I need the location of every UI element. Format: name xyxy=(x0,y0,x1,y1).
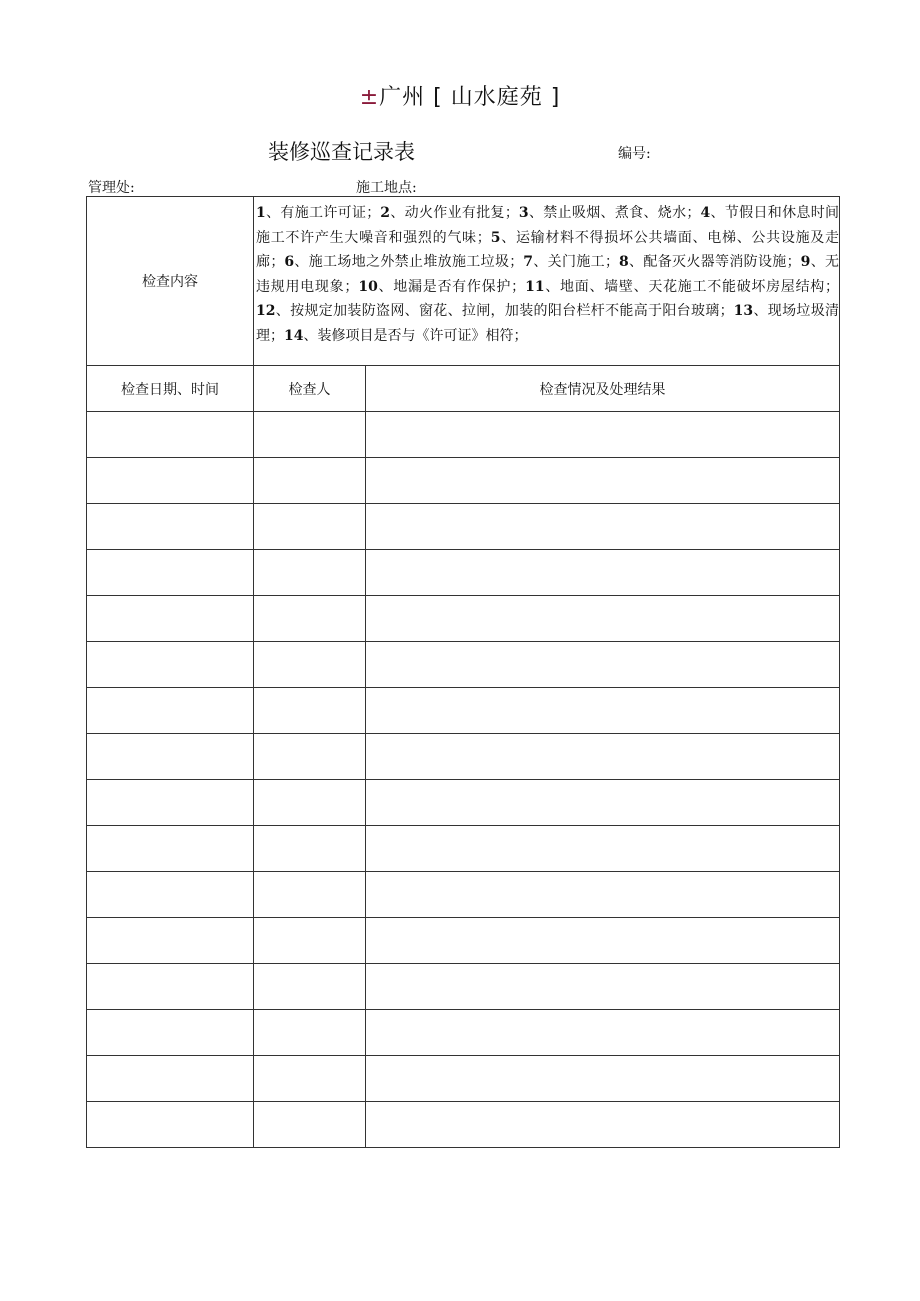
record-result-cell[interactable] xyxy=(366,458,840,504)
record-inspector-cell[interactable] xyxy=(254,1056,366,1102)
record-date-cell[interactable] xyxy=(87,1102,254,1148)
inspection-item-text: 、无违规用电现象； xyxy=(256,254,840,295)
record-result-cell[interactable] xyxy=(366,826,840,872)
record-row xyxy=(87,734,840,780)
record-inspector-cell[interactable] xyxy=(254,642,366,688)
record-date-cell[interactable] xyxy=(87,1056,254,1102)
record-result-cell[interactable] xyxy=(366,412,840,458)
record-inspector-cell[interactable] xyxy=(254,412,366,458)
inspection-item-text: 、运输材料不得损坏公共墙面、电梯、公共设施及走廊； xyxy=(256,229,840,270)
inspection-item-number: 7 xyxy=(523,254,534,270)
column-header-date-time: 检查日期、时间 xyxy=(87,366,254,412)
document-header xyxy=(0,80,920,111)
inspection-item-number: 2 xyxy=(380,205,391,221)
record-date-cell[interactable] xyxy=(87,826,254,872)
record-row xyxy=(87,964,840,1010)
record-date-cell[interactable] xyxy=(87,642,254,688)
record-result-cell[interactable] xyxy=(366,964,840,1010)
record-row xyxy=(87,642,840,688)
record-inspector-cell[interactable] xyxy=(254,964,366,1010)
inspection-item-number: 10 xyxy=(358,278,378,295)
record-date-cell[interactable] xyxy=(87,1010,254,1056)
record-result-cell[interactable] xyxy=(366,872,840,918)
record-result-cell[interactable] xyxy=(366,550,840,596)
record-inspector-cell[interactable] xyxy=(254,504,366,550)
header-mark: ± xyxy=(359,85,380,110)
record-result-cell[interactable] xyxy=(366,1010,840,1056)
record-date-cell[interactable] xyxy=(87,688,254,734)
inspection-record-table xyxy=(86,196,840,1148)
inspection-item-number: 6 xyxy=(284,254,295,270)
record-row xyxy=(87,1102,840,1148)
record-row xyxy=(87,780,840,826)
inspection-content-label: 检查内容 xyxy=(87,197,254,366)
record-date-cell[interactable] xyxy=(87,412,254,458)
record-date-cell[interactable] xyxy=(87,780,254,826)
construction-site-label: 施工地点: xyxy=(356,180,417,196)
inspection-item-number: 1 xyxy=(256,205,266,221)
record-result-cell[interactable] xyxy=(366,780,840,826)
inspection-item-text: 、施工场地之外禁止堆放施工垃圾； xyxy=(294,254,524,270)
record-inspector-cell[interactable] xyxy=(254,1010,366,1056)
record-inspector-cell[interactable] xyxy=(254,1102,366,1148)
record-inspector-cell[interactable] xyxy=(254,550,366,596)
serial-number-label: 编号: xyxy=(618,146,651,162)
inspection-item-number: 12 xyxy=(256,303,276,319)
record-inspector-cell[interactable] xyxy=(254,872,366,918)
record-inspector-cell[interactable] xyxy=(254,918,366,964)
inspection-item-number: 3 xyxy=(518,205,529,221)
record-inspector-cell[interactable] xyxy=(254,688,366,734)
table-header-row xyxy=(87,366,840,412)
record-date-cell[interactable] xyxy=(87,550,254,596)
inspection-item-text: 、地面、墙壁、天花施工不能破坏房屋结构； xyxy=(544,278,840,295)
record-inspector-cell[interactable] xyxy=(254,780,366,826)
inspection-item-text: 、装修项目是否与《许可证》相符； xyxy=(303,327,528,344)
inspection-item-text: 、现场垃圾清理； xyxy=(256,303,840,344)
record-row xyxy=(87,458,840,504)
inspection-item-number: 8 xyxy=(618,254,629,270)
inspection-item-number: 4 xyxy=(700,205,711,221)
record-row xyxy=(87,1056,840,1102)
inspection-item-text: 、按规定加装防盗网、窗花、拉闸，加装的阳台栏杆不能高于阳台玻璃； xyxy=(275,303,734,319)
record-row xyxy=(87,872,840,918)
record-row xyxy=(87,550,840,596)
record-date-cell[interactable] xyxy=(87,596,254,642)
inspection-item-text: 、地漏是否有作保护； xyxy=(377,278,526,295)
inspection-item-number: 5 xyxy=(490,229,501,246)
inspection-item-number: 9 xyxy=(800,254,811,270)
record-row xyxy=(87,596,840,642)
record-inspector-cell[interactable] xyxy=(254,596,366,642)
record-row xyxy=(87,504,840,550)
inspection-item-number: 14 xyxy=(284,327,304,344)
record-result-cell[interactable] xyxy=(366,504,840,550)
record-date-cell[interactable] xyxy=(87,964,254,1010)
record-date-cell[interactable] xyxy=(87,504,254,550)
record-inspector-cell[interactable] xyxy=(254,458,366,504)
record-date-cell[interactable] xyxy=(87,458,254,504)
record-date-cell[interactable] xyxy=(87,734,254,780)
record-row xyxy=(87,688,840,734)
column-header-inspector: 检查人 xyxy=(254,366,366,412)
inspection-item-text: 、禁止吸烟、煮食、烧水； xyxy=(528,205,701,221)
inspection-item-number: 11 xyxy=(525,278,545,295)
record-date-cell[interactable] xyxy=(87,872,254,918)
record-date-cell[interactable] xyxy=(87,918,254,964)
record-row xyxy=(87,1010,840,1056)
header-title-text: 广州 [ 山水庭苑 ] xyxy=(379,85,561,110)
record-result-cell[interactable] xyxy=(366,642,840,688)
record-result-cell[interactable] xyxy=(366,1102,840,1148)
record-rows xyxy=(87,412,840,1148)
form-title: 装修巡查记录表 xyxy=(268,140,415,164)
record-result-cell[interactable] xyxy=(366,734,840,780)
record-result-cell[interactable] xyxy=(366,918,840,964)
record-result-cell[interactable] xyxy=(366,688,840,734)
management-office-label: 管理处: xyxy=(88,180,135,196)
record-row xyxy=(87,412,840,458)
record-inspector-cell[interactable] xyxy=(254,734,366,780)
inspection-item-text: 、动火作业有批复； xyxy=(390,205,519,221)
record-row xyxy=(87,826,840,872)
inspection-item-text: 、配备灭火器等消防设施； xyxy=(628,254,801,270)
inspection-item-text: 、关门施工； xyxy=(533,254,619,270)
record-inspector-cell[interactable] xyxy=(254,826,366,872)
inspection-item-text: 、节假日和休息时间施工不许产生大噪音和强烈的气味； xyxy=(256,205,840,246)
record-row xyxy=(87,918,840,964)
inspection-item-text: 、有施工许可证； xyxy=(265,205,381,221)
column-header-result: 检查情况及处理结果 xyxy=(366,366,840,412)
record-result-cell[interactable] xyxy=(366,596,840,642)
inspection-item-number: 13 xyxy=(733,303,754,319)
record-result-cell[interactable] xyxy=(366,1056,840,1102)
inspection-content-text xyxy=(254,197,840,366)
